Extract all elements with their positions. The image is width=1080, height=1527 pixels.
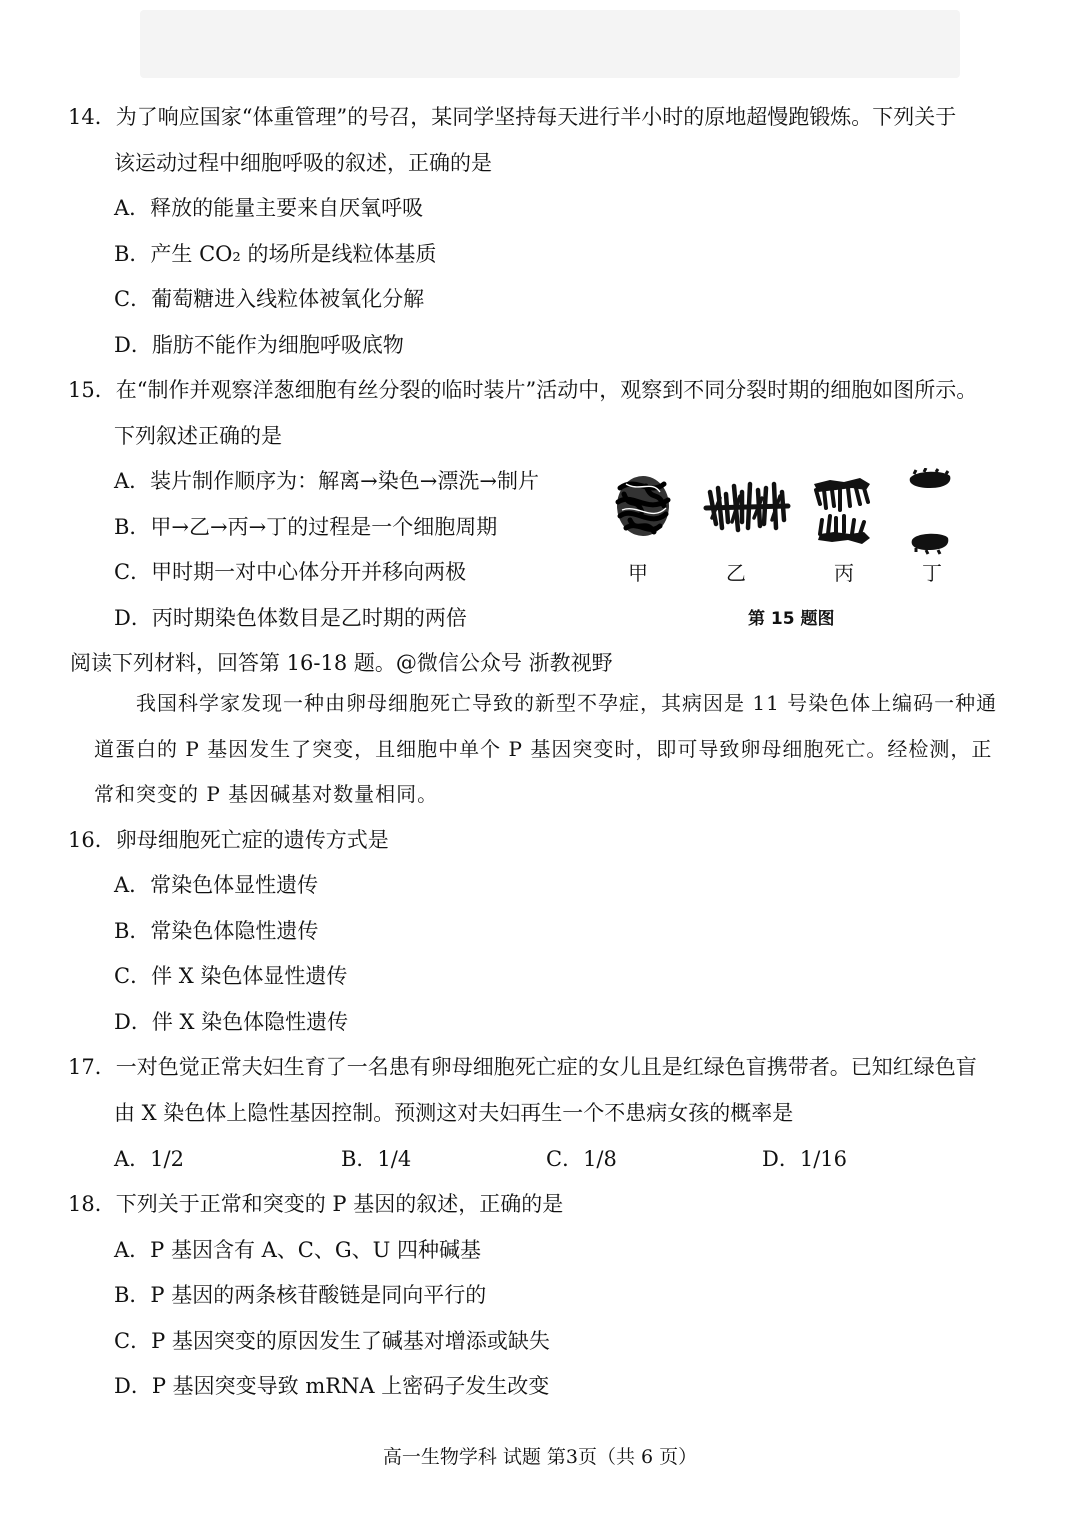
q18-option-a: A．P 基因含有 A、C、G、U 四种碱基 — [114, 1238, 482, 1262]
q18-option-d: D．P 基因突变导致 mRNA 上密码子发生改变 — [114, 1374, 550, 1398]
q16-stem: 16．卵母细胞死亡症的遗传方式是 — [68, 828, 389, 852]
material-line2: 道蛋白的 P 基因发生了突变，且细胞中单个 P 基因突变时，即可导致卵母细胞死亡。经检测，正 — [94, 737, 993, 761]
q17-option-a: A．1/2 — [114, 1147, 184, 1171]
q15-option-a: A．装片制作顺序为：解离→染色→漂洗→制片 — [114, 469, 539, 493]
reading-intro: 阅读下列材料，回答第 16-18 题。@微信公众号 浙教视野 — [70, 651, 613, 675]
q14-option-d: D．脂肪不能作为细胞呼吸底物 — [114, 333, 404, 357]
q18-option-b: B．P 基因的两条核苷酸链是同向平行的 — [114, 1283, 487, 1307]
q16-option-c: C．伴 X 染色体显性遗传 — [114, 964, 348, 988]
q14-option-a: A．释放的能量主要来自厌氧呼吸 — [114, 196, 424, 220]
figure-caption: 第 15 题图 — [748, 609, 835, 629]
cell-ding-figure — [906, 468, 954, 556]
figure-label-yi: 乙 — [726, 561, 746, 585]
q15-option-c: C．甲时期一对中心体分开并移向两极 — [114, 560, 467, 584]
figure-label-ding: 丁 — [922, 561, 942, 585]
figure-label-bing: 丙 — [834, 561, 854, 585]
q14-stem-line1: 14．为了响应国家“体重管理”的号召，某同学坚持每天进行半小时的原地超慢跑锻炼。下列关于 — [68, 105, 957, 129]
q15-option-b: B．甲→乙→丙→丁的过程是一个细胞周期 — [114, 515, 498, 539]
cell-bing-figure — [810, 470, 874, 556]
figure-label-jia: 甲 — [628, 561, 648, 585]
q17-option-d: D．1/16 — [762, 1147, 847, 1171]
q17-option-c: C．1/8 — [546, 1147, 617, 1171]
cell-yi-figure — [702, 478, 792, 538]
q18-option-c: C．P 基因突变的原因发生了碱基对增添或缺失 — [114, 1329, 550, 1353]
q16-option-a: A．常染色体显性遗传 — [114, 873, 319, 897]
q15-stem-line1: 15．在“制作并观察洋葱细胞有丝分裂的临时装片”活动中，观察到不同分裂时期的细胞如图所示。 — [68, 378, 978, 402]
q15-option-d: D．丙时期染色体数目是乙时期的两倍 — [114, 606, 467, 630]
cell-jia-figure — [606, 466, 680, 546]
q16-option-d: D．伴 X 染色体隐性遗传 — [114, 1010, 349, 1034]
q16-option-b: B．常染色体隐性遗传 — [114, 919, 319, 943]
q14-option-b: B．产生 CO₂ 的场所是线粒体基质 — [114, 242, 437, 266]
q17-stem-line2: 由 X 染色体上隐性基因控制。预测这对夫妇再生一个不患病女孩的概率是 — [114, 1101, 794, 1125]
q17-stem-line1: 17．一对色觉正常夫妇生育了一名患有卵母细胞死亡症的女儿且是红绿色盲携带者。已知红绿色盲 — [68, 1055, 977, 1079]
q14-option-c: C．葡萄糖进入线粒体被氧化分解 — [114, 287, 425, 311]
q18-stem: 18．下列关于正常和突变的 P 基因的叙述，正确的是 — [68, 1192, 564, 1216]
q17-option-b: B．1/4 — [341, 1147, 412, 1171]
q15-stem-line2: 下列叙述正确的是 — [114, 424, 282, 448]
header-shade — [140, 10, 960, 78]
material-line1: 我国科学家发现一种由卵母细胞死亡导致的新型不孕症，其病因是 11 号染色体上编码一种通 — [136, 691, 998, 715]
q14-stem-line2: 该运动过程中细胞呼吸的叙述，正确的是 — [114, 151, 492, 175]
material-line3: 常和突变的 P 基因碱基对数量相同。 — [94, 782, 439, 806]
page-footer: 高一生物学科 试题 第3页（共 6 页） — [382, 1446, 698, 1468]
